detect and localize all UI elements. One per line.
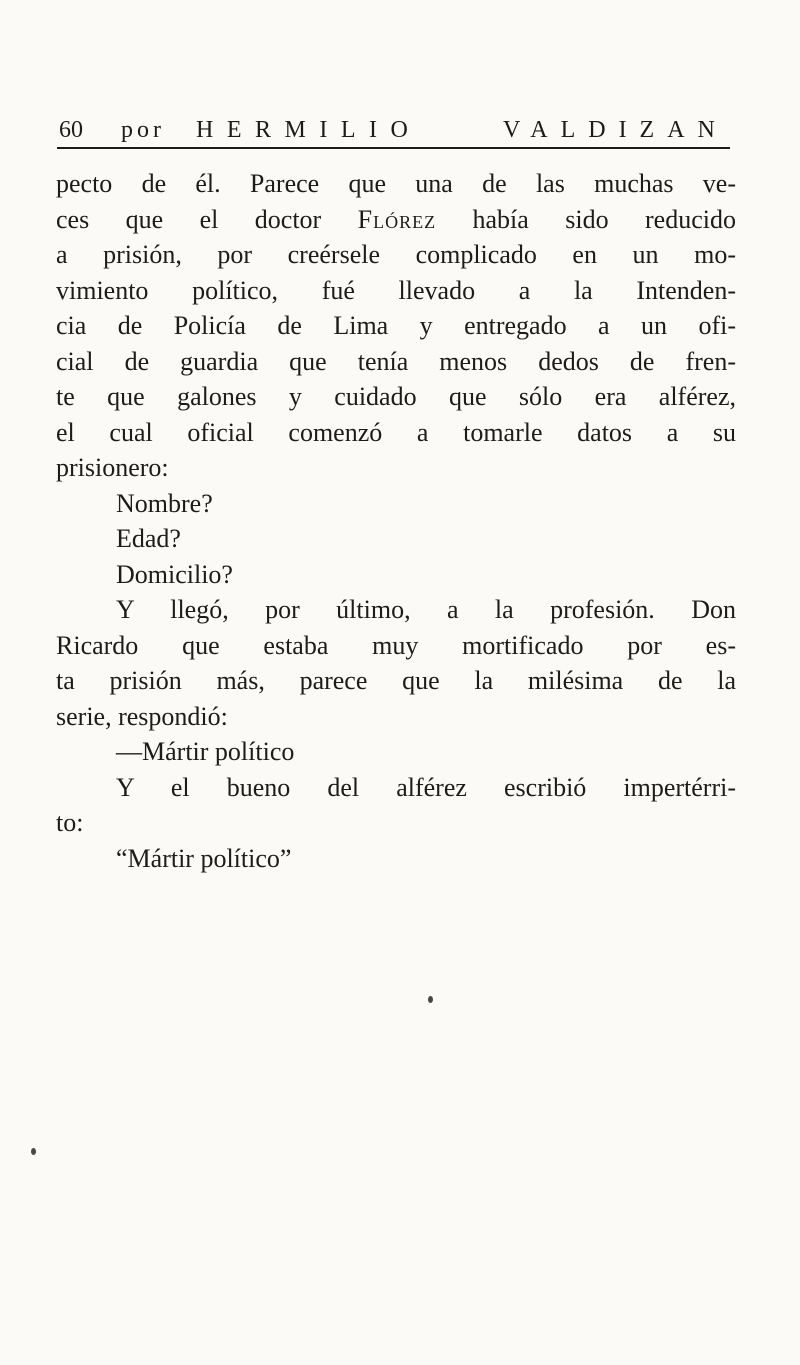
text-fragment: ces que el doctor <box>56 204 358 234</box>
text-line: a prisión, por creérsele complicado en un mo- <box>56 240 736 269</box>
running-header <box>57 113 730 149</box>
text-line: Ricardo que estaba muy mortificado por es- <box>56 630 736 660</box>
text-line: ta prisión más, parece que la milésima de la <box>56 666 736 695</box>
text-line: to: <box>56 808 84 837</box>
text-line: Y el bueno del alférez escribió impertérri- <box>116 772 736 802</box>
text-line: te que galones y cuidado que sólo era alférez, <box>56 382 736 411</box>
text-line: pecto de él. Parece que una de las muchas ve- <box>56 169 736 198</box>
body-text <box>56 166 736 876</box>
text-line: el cual oficial comenzó a tomarle datos a su <box>56 417 736 447</box>
text-line: Y llegó, por último, a la profesión. Don <box>116 595 736 624</box>
ink-speck <box>31 1148 36 1155</box>
text-line <box>56 202 736 238</box>
ink-speck <box>428 996 433 1003</box>
text-line: Nombre? <box>116 488 213 518</box>
text-line: cial de guardia que tenía menos dedos de fren- <box>56 346 736 376</box>
text-line: Domicilio? <box>116 559 233 589</box>
author-first-name: HERMILIO <box>196 117 422 143</box>
text-line: —Mártir político <box>116 737 295 766</box>
header-by: por <box>121 117 165 143</box>
page-number: 60 <box>59 117 83 143</box>
text-fragment: había sido reducido <box>436 204 736 234</box>
author-last-name: VALDIZAN <box>503 117 728 143</box>
text-line: cia de Policía de Lima y entregado a un ofi- <box>56 311 736 340</box>
text-line: prisionero: <box>56 453 169 482</box>
text-line: “Mártir político” <box>116 843 292 873</box>
text-line: vimiento político, fué llevado a la Intenden- <box>56 275 736 305</box>
text-line: Edad? <box>116 524 181 553</box>
text-line: serie, respondió: <box>56 701 228 731</box>
proper-name-florez: Flórez <box>357 204 437 234</box>
